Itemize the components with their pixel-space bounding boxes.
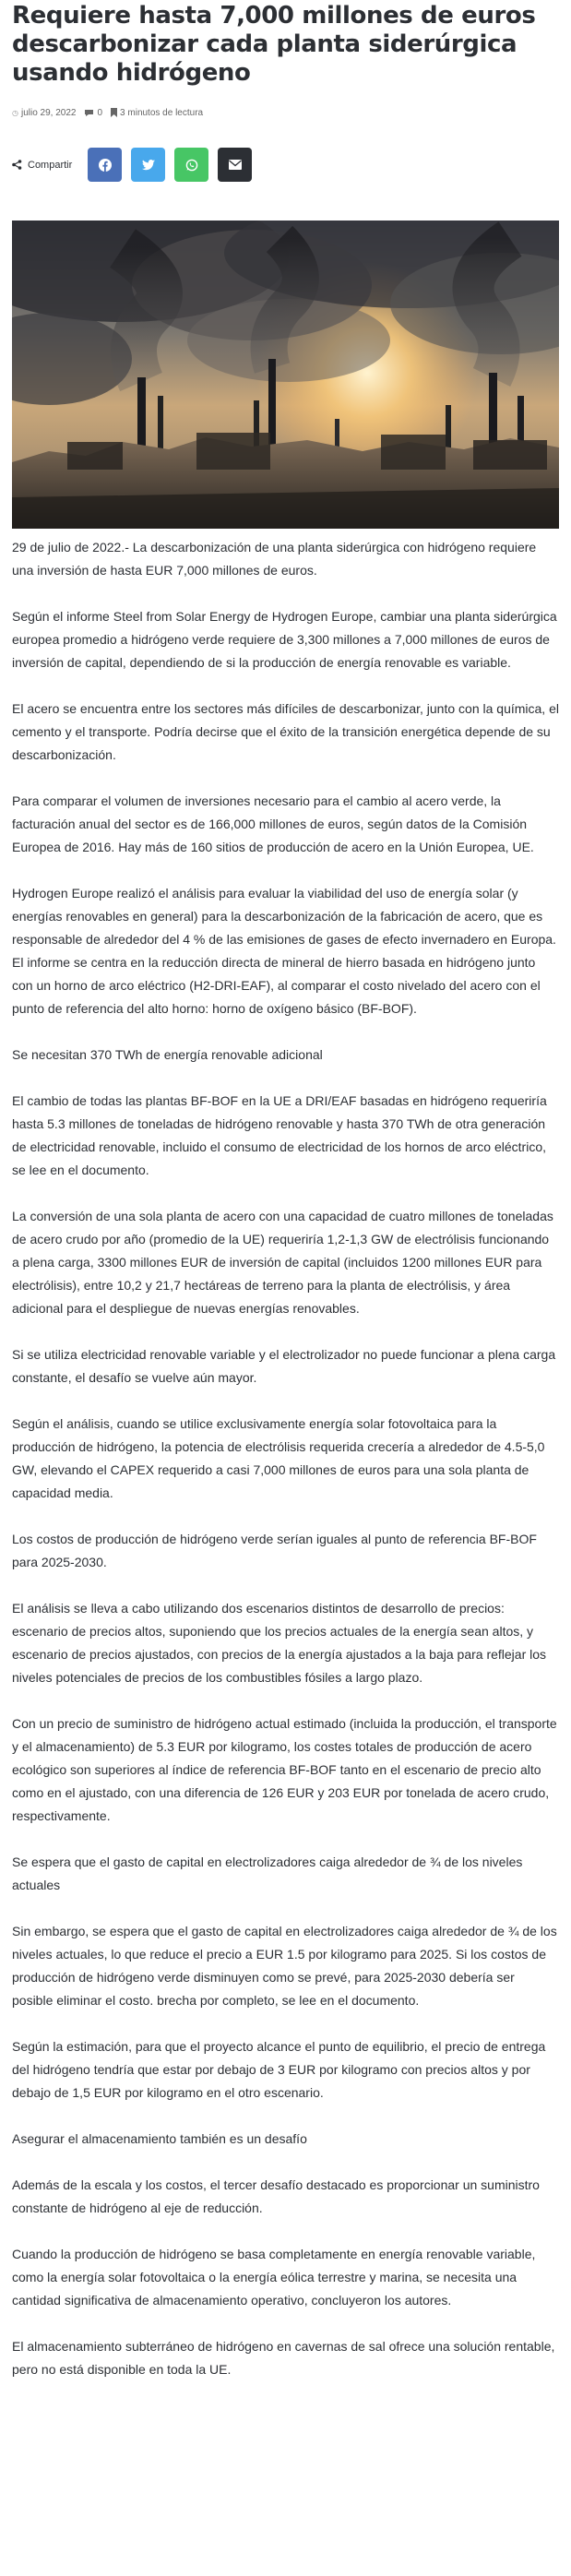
share-bar (12, 148, 559, 182)
facebook-icon (99, 159, 112, 172)
read-time: 3 minutos de lectura (111, 108, 203, 118)
subheading: Asegurar el almacenamiento también es un desafío (12, 2131, 307, 2146)
paragraph: El análisis se lleva a cabo utilizando dos escenarios distintos de desarrollo de precios: escenario de precios altos, suponiendo que los precios actuales de la energía sean altos, y escenario de precios ajustados, con precios de la energía ajustados a la baja para reflejar los niveles potenciales de precios de los combustibles fósiles a largo plazo. (12, 1601, 547, 1685)
paragraph: Con un precio de suministro de hidrógeno actual estimado (incluida la producción, el transporte y el almacenamiento) de 5.3 EUR por kilogramo, los costes totales de producción de acero ecológico son superiores al índice de referencia BF-BOF tanto en el escenario de precio alto como en el ajustado, con una diferencia de 126 EUR y 203 EUR por tonelada de acero crudo, respectivamente. (12, 1716, 557, 1823)
bookmark-icon (111, 108, 117, 117)
whatsapp-share-button[interactable] (174, 148, 208, 182)
email-share-button[interactable] (218, 148, 252, 182)
paragraph: La conversión de una sola planta de acero con una capacidad de cuatro millones de toneladas de acero crudo por año (promedio de la UE) requeriría 1,2-1,3 GW de electrólisis funcionando a plena carga, 3300 millones EUR de inversión de capital (incluidos 1200 millones EUR para electrólisis), entre 10,2 y 21,7 hectáreas de terreno para la planta de electrólisis, y área adicional para el despliegue de nuevas energías renovables. (12, 1209, 553, 1316)
comments-link[interactable]: 0 (84, 108, 102, 118)
article-date: ◷ julio 29, 2022 (12, 107, 77, 118)
paragraph: El acero se encuentra entre los sectores más difíciles de descarbonizar, junto con la química, el cemento y el transporte. Podría decirse que el éxito de la transición energética depende de su descarbonización. (12, 701, 559, 762)
paragraph: Para comparar el volumen de inversiones necesario para el cambio al acero verde, la facturación anual del sector es de 166,000 millones de euros, según datos de la Comisión Europea de 2016. Hay más de 160 sitios de producción de acero en la Unión Europea, UE. (12, 793, 534, 854)
email-icon (229, 160, 242, 170)
facebook-share-button[interactable] (88, 148, 122, 182)
subheading: Se necesitan 370 TWh de energía renovable adicional (12, 1047, 323, 1062)
paragraph: Hydrogen Europe realizó el análisis para evaluar la viabilidad del uso de energía solar (y energías renovables en general) para la descarbonización de la fabricación de acero, que es responsable de alrededor del 4 % de las emisiones de gases de efecto invernadero en Europa. El informe se centra en la reducción directa de mineral de hierro basada en hidrógeno junto con un horno de arco eléctrico (H2-DRI-EAF), al comparar el costo nivelado del acero con el punto de referencia del alto horno: horno de oxígeno básico (BF-BOF). (12, 886, 556, 1016)
share-label: Compartir (12, 160, 72, 171)
whatsapp-icon (185, 159, 198, 172)
paragraph: Sin embargo, se espera que el gasto de capital en electrolizadores caiga alrededor de ¾ de los niveles actuales, lo que reduce el precio a EUR 1.5 por kilogramo para 2025. Si los costos de producción de hidrógeno verde disminuyen como se prevé, para 2025-2030 debería ser posible eliminar el costo. brecha por completo, se lee en el documento. (12, 1924, 557, 2008)
twitter-share-button[interactable] (131, 148, 165, 182)
paragraph: El almacenamiento subterráneo de hidrógeno en cavernas de sal ofrece una solución rentable, pero no está disponible en toda la UE. (12, 2339, 555, 2377)
steel-plant-smokestacks-image (12, 221, 559, 529)
paragraph: El cambio de todas las plantas BF-BOF en la UE a DRI/EAF basadas en hidrógeno requeriría hasta 5.3 millones de toneladas de hidrógeno renovable y hasta 370 TWh de otra generación de electricidad renovable, incluido el consumo de electricidad de los hornos de arco eléctrico, se lee en el documento. (12, 1093, 547, 1177)
subheading: Se espera que el gasto de capital en electrolizadores caiga alrededor de ¾ de los niveles actuales (12, 1854, 523, 1892)
paragraph: 29 de julio de 2022.- La descarbonización de una planta siderúrgica con hidrógeno requiere una inversión de hasta EUR 7,000 millones de euros. (12, 540, 537, 578)
article-title: Requiere hasta 7,000 millones de euros descarbonizar cada planta siderúrgica usando hidrógeno (12, 2, 536, 87)
article-body (12, 536, 559, 2404)
paragraph: Según el informe Steel from Solar Energy de Hydrogen Europe, cambiar una planta siderúrgica europea promedio a hidrógeno verde requiere de 3,300 millones a 7,000 millones de euros de inversión de capital, dependiendo de si la producción de energía renovable es variable. (12, 609, 557, 670)
twitter-icon (142, 160, 155, 171)
share-icon (12, 160, 22, 170)
paragraph: Si se utiliza electricidad renovable variable y el electrolizador no puede funcionar a plena carga constante, el desafío se vuelve aún mayor. (12, 1347, 556, 1385)
paragraph: Los costos de producción de hidrógeno verde serían iguales al punto de referencia BF-BOF para 2025-2030. (12, 1532, 537, 1569)
paragraph: Según la estimación, para que el proyecto alcance el punto de equilibrio, el precio de entrega del hidrógeno tendría que estar por debajo de 3 EUR por kilogramo con precios altos y por debajo de 1,5 EUR por kilogramo en el otro escenario. (12, 2039, 546, 2100)
comment-icon (84, 109, 94, 117)
hero-image (12, 221, 559, 529)
paragraph: Cuando la producción de hidrógeno se basa completamente en energía renovable variable, como la energía solar fotovoltaica o la energía eólica terrestre y marina, se necesita una cantidad significativa de almacenamiento operativo, concluyeron los autores. (12, 2247, 536, 2308)
paragraph: Según el análisis, cuando se utilice exclusivamente energía solar fotovoltaica para la producción de hidrógeno, la potencia de electrólisis requerida crecería a alrededor de 4.5-5,0 GW, elevando el CAPEX requerido a casi 7,000 millones de euros para una sola planta de capacidad media. (12, 1416, 545, 1500)
paragraph: Además de la escala y los costos, el tercer desafío destacado es proporcionar un suministro constante de hidrógeno al eje de reducción. (12, 2177, 540, 2215)
article-meta (12, 106, 559, 119)
clock-icon: ◷ (12, 108, 18, 117)
